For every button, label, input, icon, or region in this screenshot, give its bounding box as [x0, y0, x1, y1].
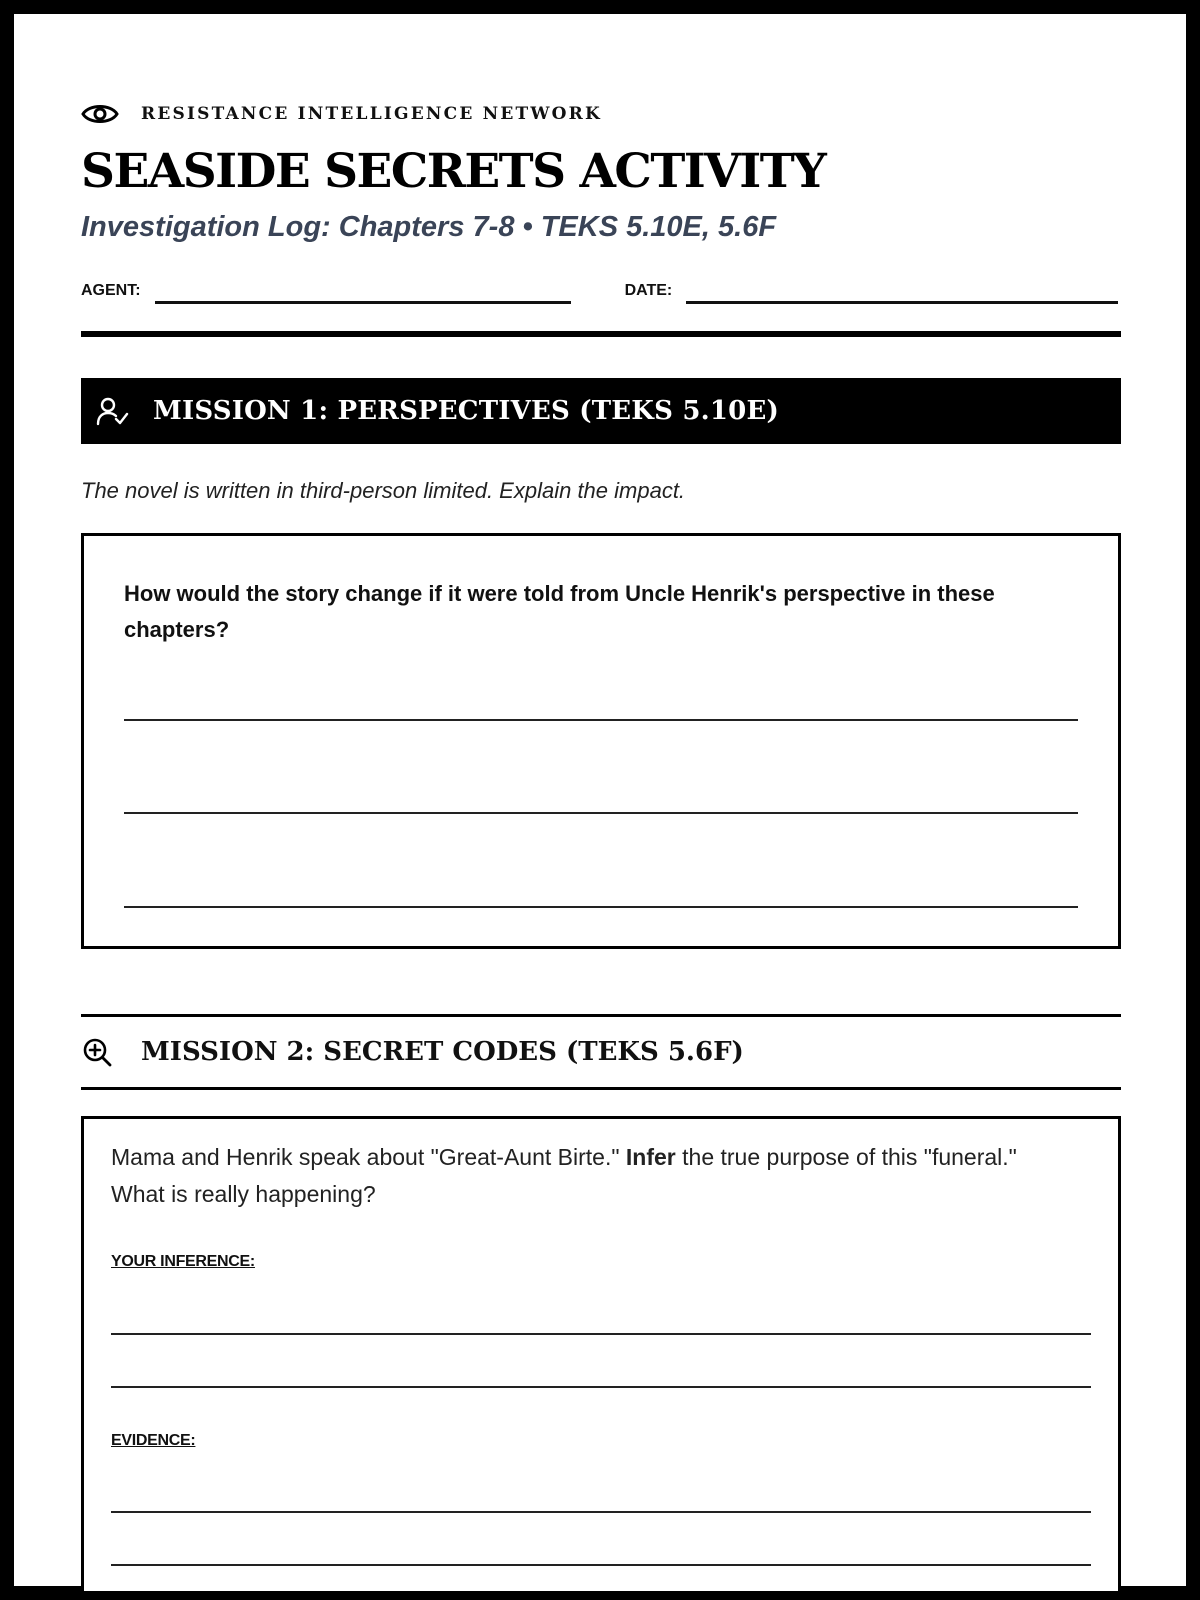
page-subtitle: Investigation Log: Chapters 7-8 • TEKS 5.10E, 5.6F	[81, 211, 777, 243]
prompt-text: Mama and Henrik speak about "Great-Aunt Birte."	[111, 1144, 626, 1170]
eye-icon	[81, 100, 119, 128]
inference-line[interactable]	[111, 1333, 1091, 1335]
mission1-title: MISSION 1: PERSPECTIVES (TEKS 5.10E)	[153, 396, 779, 426]
answer-line[interactable]	[124, 812, 1078, 814]
prompt-keyword: Infer	[625, 1144, 676, 1170]
date-field[interactable]	[686, 300, 1118, 304]
mission1-question: How would the story change if it were told from Uncle Henrik's perspective in these chapters?	[124, 581, 995, 642]
header-divider	[81, 331, 1121, 337]
mission1-header	[81, 378, 1121, 444]
evidence-label: EVIDENCE:	[111, 1432, 196, 1449]
org-name: RESISTANCE INTELLIGENCE NETWORK	[141, 104, 602, 124]
org-header	[81, 100, 1121, 128]
worksheet-page	[14, 14, 1186, 1586]
mission1-intro: The novel is written in third-person limited. Explain the impact.	[81, 478, 686, 503]
mission2-header	[81, 1014, 1121, 1090]
prompt-text: the true purpose of this "funeral." What is really happening?	[111, 1144, 1017, 1207]
mission2-prompt	[111, 1139, 1018, 1213]
mission1-answer-box	[81, 533, 1121, 949]
answer-line[interactable]	[124, 906, 1078, 908]
answer-line[interactable]	[124, 719, 1078, 721]
inference-line[interactable]	[111, 1386, 1091, 1388]
date-label: DATE:	[624, 282, 673, 299]
inference-label: YOUR INFERENCE:	[111, 1253, 255, 1270]
mission2-answer-box	[81, 1116, 1121, 1594]
page-title: SEASIDE SECRETS ACTIVITY	[81, 144, 826, 199]
user-check-icon	[95, 394, 129, 428]
agent-field[interactable]	[155, 300, 571, 304]
agent-label: AGENT:	[81, 282, 141, 299]
evidence-line[interactable]	[111, 1564, 1091, 1566]
zoom-in-icon	[81, 1036, 113, 1068]
mission2-title: MISSION 2: SECRET CODES (TEKS 5.6F)	[141, 1037, 744, 1067]
student-fields	[81, 272, 1121, 306]
evidence-line[interactable]	[111, 1511, 1091, 1513]
